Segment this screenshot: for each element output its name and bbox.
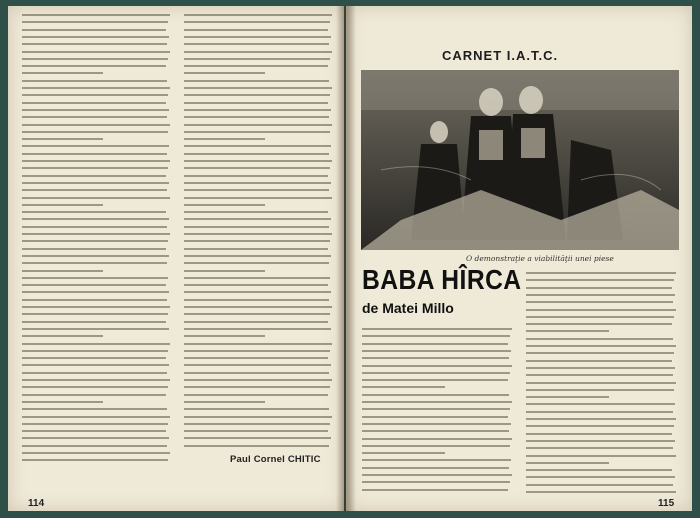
text-line [22,226,167,228]
text-line [22,138,103,140]
text-line [22,277,168,279]
text-line [184,29,328,31]
text-line [22,284,166,286]
text-line [184,116,329,118]
text-line [184,270,265,272]
right-page [346,6,692,511]
text-line [184,343,332,345]
text-line [184,262,329,264]
text-line [184,197,332,199]
text-line [526,330,609,332]
text-line [362,408,510,410]
text-line [526,440,675,442]
text-line [526,360,672,362]
text-line [22,321,166,323]
text-line [184,321,328,323]
text-line [184,138,265,140]
text-line [526,425,674,427]
text-line [362,394,509,396]
text-line [362,335,510,337]
text-line [22,87,170,89]
text-line [22,379,170,381]
text-line [184,248,328,250]
text-line [184,394,328,396]
text-line [22,14,170,16]
text-line [22,372,167,374]
text-line [184,182,331,184]
article-author: Paul Cornel CHITIC [230,454,321,465]
text-line [526,418,676,420]
text-line [22,430,166,432]
right-page-column-1 [362,324,514,494]
text-line [184,277,330,279]
text-line [184,299,329,301]
text-line [22,51,170,53]
text-line [526,309,676,311]
text-line [184,94,330,96]
article-byline: de Matei Millo [362,300,454,316]
text-line [22,167,168,169]
text-line [526,374,673,376]
text-line [184,43,329,45]
text-line [184,72,265,74]
text-line [184,167,330,169]
stage-photo-image [361,70,679,250]
text-line [362,481,510,483]
text-line [22,109,169,111]
section-title: CARNET I.A.T.C. [442,48,559,63]
text-line [184,51,332,53]
text-line [362,386,445,388]
text-line [362,379,508,381]
text-line [362,445,510,447]
article-title: BABA HÎRCA [362,264,522,295]
text-line [22,102,166,104]
text-line [184,430,328,432]
text-line [22,160,170,162]
text-line [22,401,103,403]
text-line [184,372,329,374]
text-line [22,29,166,31]
text-line [22,80,167,82]
text-line [22,145,169,147]
text-line [184,189,329,191]
text-line [184,58,330,60]
text-line [184,306,332,308]
text-line [184,145,331,147]
text-line [184,423,330,425]
text-line [22,343,170,345]
text-line [526,316,674,318]
text-line [22,131,168,133]
text-line [184,386,330,388]
text-line [22,452,170,454]
text-line [184,109,331,111]
text-line [526,389,674,391]
text-line [184,255,331,257]
text-line [184,240,330,242]
text-line [184,328,331,330]
text-line [526,462,609,464]
text-line [184,204,265,206]
text-line [22,328,169,330]
text-line [526,272,676,274]
text-line [184,313,330,315]
text-line [22,248,166,250]
text-line [526,403,675,405]
text-line [526,338,673,340]
text-line [22,313,168,315]
text-line [526,411,673,413]
text-line [184,226,329,228]
text-line [22,204,103,206]
text-line [184,87,332,89]
text-line [526,491,676,493]
text-line [22,423,168,425]
text-line [22,175,166,177]
text-line [22,291,169,293]
text-line [184,357,328,359]
text-line [22,270,103,272]
text-line [184,233,332,235]
text-line [22,394,166,396]
text-line [184,218,331,220]
text-line [22,459,168,461]
text-line [22,386,168,388]
text-line [362,365,512,367]
text-line [22,43,167,45]
text-line [526,382,676,384]
text-line [526,345,676,347]
text-line [362,467,509,469]
text-line [184,401,265,403]
text-line [184,211,328,213]
text-line [184,160,332,162]
left-page [8,6,344,511]
text-line [22,218,169,220]
text-line [184,291,331,293]
text-line [362,401,512,403]
text-line [184,364,331,366]
text-line [22,36,169,38]
text-line [184,36,331,38]
text-line [362,452,445,454]
text-line [362,430,509,432]
text-line [22,233,170,235]
text-line [22,255,169,257]
text-line [22,357,166,359]
text-line [526,433,672,435]
text-line [22,350,168,352]
text-line [22,240,168,242]
text-line [22,445,167,447]
left-page-column-2 [184,10,334,450]
text-line [22,65,166,67]
text-line [22,153,167,155]
text-line [362,474,512,476]
text-line [526,352,674,354]
text-line [22,437,169,439]
text-line [526,287,672,289]
text-line [362,357,509,359]
text-line [184,284,328,286]
text-line [22,21,168,23]
right-page-column-2 [526,268,678,494]
text-line [526,301,673,303]
text-line [526,294,675,296]
text-line [22,416,170,418]
text-line [184,445,329,447]
text-line [362,423,511,425]
page-number: 114 [28,498,45,509]
text-line [184,408,329,410]
text-line [526,469,672,471]
text-line [184,335,265,337]
text-line [22,58,168,60]
text-line [362,489,508,491]
text-line [22,124,170,126]
text-line [22,94,168,96]
text-line [526,367,675,369]
text-line [184,379,332,381]
text-line [22,197,170,199]
text-line [526,484,673,486]
text-line [22,189,167,191]
text-line [526,447,673,449]
text-line [362,459,511,461]
text-line [184,124,332,126]
text-line [526,396,609,398]
text-line [362,438,512,440]
text-line [184,80,329,82]
text-line [184,437,331,439]
text-line [22,335,103,337]
photo-caption: O demonstraţie a viabilităţii unei piese [466,254,614,263]
text-line [526,476,675,478]
text-line [22,306,170,308]
text-line [22,72,103,74]
text-line [184,65,328,67]
text-line [184,350,330,352]
text-line [22,262,167,264]
text-line [22,408,167,410]
book-gutter [336,6,356,511]
text-line [362,343,508,345]
text-line [526,455,676,457]
text-line [526,279,674,281]
text-line [22,364,169,366]
text-line [526,323,672,325]
text-line [184,416,332,418]
text-line [22,116,167,118]
text-line [362,416,508,418]
text-line [362,372,510,374]
stage-photo [361,70,679,250]
text-line [184,21,330,23]
text-line [22,299,167,301]
page-number: 115 [658,498,675,509]
text-line [184,153,329,155]
text-line [22,211,166,213]
text-line [184,131,330,133]
text-line [184,14,332,16]
text-line [362,328,512,330]
text-line [184,102,328,104]
text-line [184,175,328,177]
text-line [362,350,511,352]
left-page-column-1 [22,10,172,465]
text-line [22,182,169,184]
